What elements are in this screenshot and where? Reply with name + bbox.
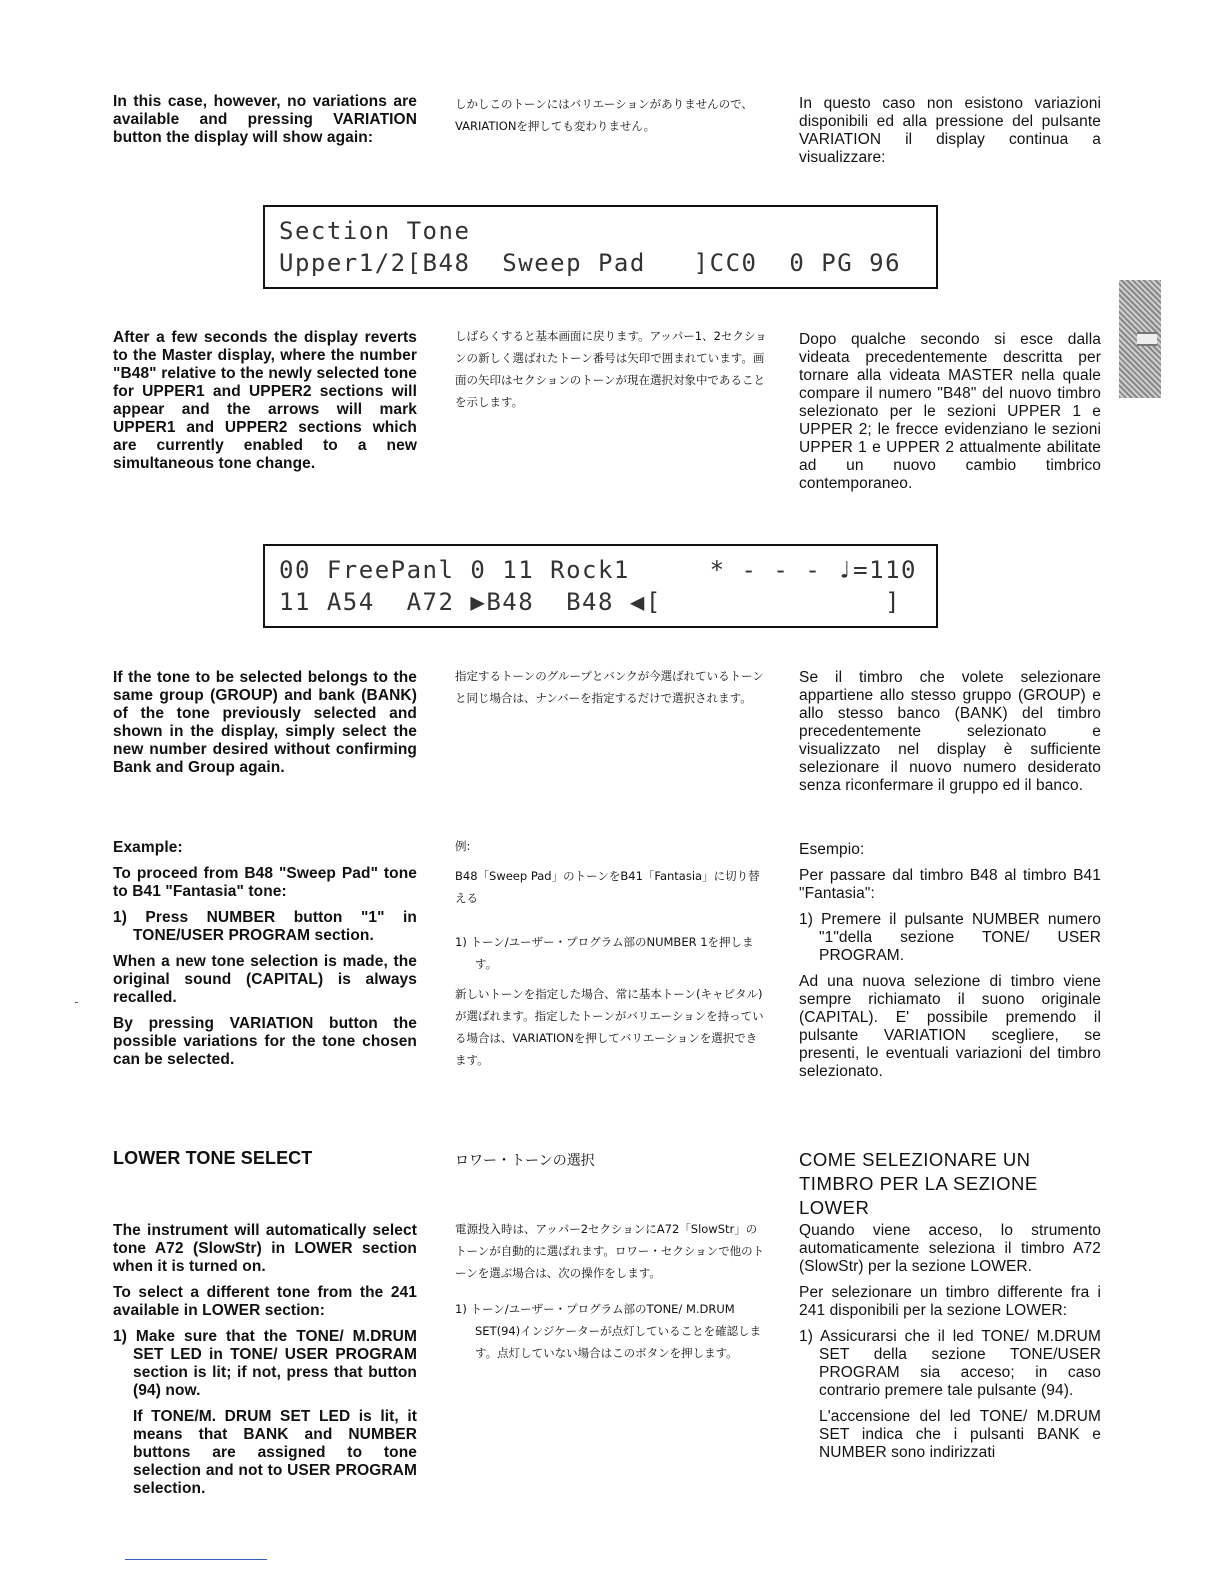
heading-lower-tone-select-it: COME SELEZIONARE UN TIMBRO PER LA SEZIONE LOWER — [799, 1149, 1038, 1218]
section1-it-text: In questo caso non esistono variazioni disponibili ed alla pressione del pulsante VARIATION il display continua a visualizzare: — [799, 95, 1101, 166]
section3-jp-text: 指定するトーンのグループとバンクが今選ばれているトーンと同じ場合は、ナンバーを指定するだけで選択されます。 — [455, 669, 764, 705]
section4-en-p3: By pressing VARIATION button the possible variations for the tone chosen can be selected. — [113, 1015, 417, 1068]
section4-it-p2: Ad una nuova selezione di timbro viene sempre richiamato il suono originale (CAPITAL). E' possibile premendo il pulsante VARIATION scegliere, se presenti, le eventuali variazioni del timbro selezionato. — [799, 973, 1101, 1080]
section6-it-step1: 1) Assicurarsi che il led TONE/ M.DRUM SET della sezione TONE/USER PROGRAM sia acceso; in caso contrario premere tale pulsante (94). — [799, 1328, 1101, 1399]
lcd2-line2: 11 A54 A72 ▶B48 B48 ◀[ ] — [279, 588, 902, 616]
section4-en-step1: 1) Press NUMBER button "1" in TONE/USER PROGRAM section. — [113, 909, 417, 944]
section6-jp-p1: 電源投入時は、アッパー2セクションにA72「SlowStr」のトーンが自動的に選ばれます。ロワー・セクションで他のトーンを選ぶ場合は、次の操作をします。 — [455, 1222, 765, 1280]
section4-jp-p1: B48「Sweep Pad」のトーンをB41「Fantasia」に切り替える — [455, 869, 760, 905]
section4-en-p1: To proceed from B48 "Sweep Pad" tone to B41 "Fantasia" tone: — [113, 865, 417, 900]
heading-lower-tone-select-jp: ロワー・トーンの選択 — [455, 1153, 595, 1169]
section3-it — [799, 669, 1101, 803]
section1-jp — [455, 93, 767, 145]
lcd-display-section-tone — [263, 205, 938, 289]
section1-jp-text: しかしこのトーンにはバリエーションがありませんので、VARIATIONを押しても変わりません。 — [455, 97, 753, 133]
tab-marker-icon — [1137, 332, 1157, 346]
section4-jp-step1: 1) トーン/ユーザー・プログラム部のNUMBER 1を押します。 — [455, 935, 754, 971]
section1-en-text: In this case, however, no variations are available and pressing VARIATION button the display will show again: — [113, 93, 417, 146]
section2-jp — [455, 325, 767, 421]
section3-en-text: If the tone to be selected belongs to the same group (GROUP) and bank (BANK) of the tone previously selected and shown in the display, simply select the new number desired without confirming Bank and Group again. — [113, 669, 417, 776]
section1-it — [799, 95, 1101, 175]
section4-it-step1: 1) Premere il pulsante NUMBER numero "1"della sezione TONE/ USER PROGRAM. — [799, 911, 1101, 964]
section6-en — [113, 1222, 417, 1506]
section4-jp-p2: 新しいトーンを指定した場合、常に基本トーン(キャピタル)が選ばれます。指定したトーンがバリエーションを持っている場合は、VARIATIONを押してバリエーションを選択できます。 — [455, 987, 764, 1067]
lcd-display-master — [263, 544, 938, 628]
section2-it-text: Dopo qualche secondo si esce dalla videata precedentemente descritta per tornare alla videata MASTER nella quale compare il numero "B48" del nuovo timbro selezionato per le sezioni UPPER 1 e UPPER 2; le frecce evidenziano le sezioni UPPER 1 e UPPER 2 attualmente abilitate ad un nuovo cambio timbrico contemporaneo. — [799, 331, 1101, 492]
section2-it — [799, 331, 1101, 501]
lcd1-line2: Upper1/2[B48 Sweep Pad ]CC0 0 PG 96 — [279, 249, 902, 277]
section6-en-p1: The instrument will automatically select tone A72 (SlowStr) in LOWER section when it is turned on. — [113, 1222, 417, 1275]
section6-it-p1: Quando viene acceso, lo strumento automaticamente seleziona il timbro A72 (SlowStr) per la sezione LOWER. — [799, 1222, 1101, 1275]
section3-jp — [455, 665, 767, 717]
scan-speck — [75, 1002, 78, 1003]
section2-en-text: After a few seconds the display reverts to the Master display, where the number "B48" relative to the newly selected tone for UPPER1 and UPPER2 sections will appear and the arrows will mark UPPER1 and UPPER2 sections which are currently enabled to a new simultaneous tone change. — [113, 329, 417, 472]
lcd2-line1: 00 FreePanl 0 11 Rock1 * - - - ♩=110 — [279, 556, 917, 584]
section6-en-note: If TONE/M. DRUM SET LED is lit, it means that BANK and NUMBER buttons are assigned to tone selection and not to USER PROGRAM selection. — [133, 1408, 417, 1497]
section6-en-p2: To select a different tone from the 241 available in LOWER section: — [113, 1284, 417, 1319]
page-tab-marker — [1119, 280, 1161, 398]
section1-en — [113, 93, 417, 155]
section3-it-text: Se il timbro che volete selezionare appartiene allo stesso gruppo (GROUP) e allo stesso banco (BANK) del timbro precedentemente selezionato e visualizzato nel display è sufficiente selezionare il nuovo numero desiderato senza riconfermare il gruppo ed il banco. — [799, 669, 1101, 794]
lcd1-line1: Section Tone — [279, 217, 471, 245]
section4-en-p2: When a new tone selection is made, the original sound (CAPITAL) is always recalled. — [113, 953, 417, 1006]
section6-it-note: L'accensione del led TONE/ M.DRUM SET indica che i pulsanti BANK e NUMBER sono indirizzati — [819, 1408, 1101, 1461]
section4-en-title: Example: — [113, 839, 183, 856]
section3-en — [113, 669, 417, 785]
section2-jp-text: しばらくすると基本画面に戻ります。アッパー1、2セクションの新しく選ばれたトーン番号は矢印で囲まれています。画面の矢印はセクションのトーンが現在選択対象中であることを示します。 — [455, 329, 767, 409]
section4-en — [113, 839, 417, 1077]
section6-it-p2: Per selezionare un timbro differente fra i 241 disponibili per la sezione LOWER: — [799, 1284, 1101, 1319]
section6-jp-step1: 1) トーン/ユーザー・プログラム部のTONE/ M.DRUM SET(94)インジケーターが点灯していることを確認します。点灯していない場合はこのボタンを押します。 — [455, 1302, 762, 1360]
section4-jp-title: 例: — [455, 839, 471, 853]
section4-it-title: Esempio: — [799, 841, 865, 858]
heading-lower-tone-select-en: LOWER TONE SELECT — [113, 1148, 313, 1168]
section6-it — [799, 1222, 1101, 1470]
section4-it — [799, 841, 1101, 1089]
section6-jp — [455, 1218, 767, 1372]
section2-en — [113, 329, 417, 481]
section4-it-p1: Per passare dal timbro B48 al timbro B41 "Fantasia": — [799, 867, 1101, 902]
section6-en-step1: 1) Make sure that the TONE/ M.DRUM SET LED in TONE/ USER PROGRAM section is lit; if not, press that button (94) now. — [113, 1328, 417, 1399]
section4-jp — [455, 835, 767, 1079]
bottom-rule — [125, 1559, 267, 1560]
